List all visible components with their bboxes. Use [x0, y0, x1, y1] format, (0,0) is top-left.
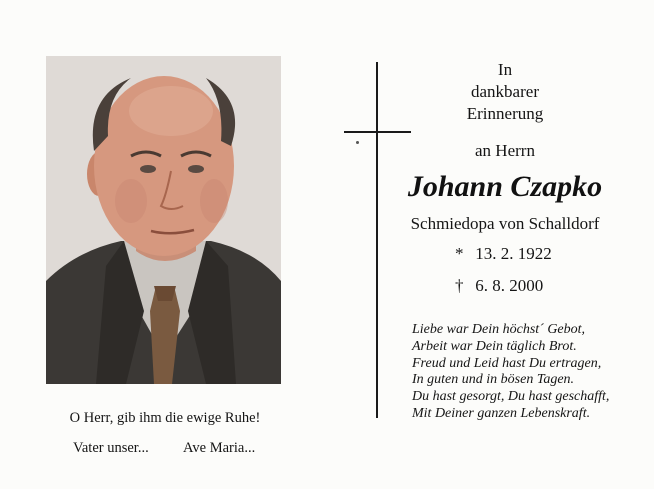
- poem-line: Du hast gesorgt, Du hast geschafft,: [412, 389, 610, 405]
- poem-line: Liebe war Dein höchst´ Gebot,: [412, 322, 586, 337]
- death-date: 6. 8. 2000: [475, 276, 544, 295]
- prayer-main: O Herr, gib ihm die ewige Ruhe!: [69, 410, 261, 426]
- poem-line: Arbeit war Dein täglich Brot.: [412, 338, 577, 354]
- memorial-poem: [412, 322, 644, 423]
- cross-horizontal-line: [344, 131, 411, 133]
- deceased-name: Johann Czapko: [407, 170, 603, 203]
- cross-vertical-line: [376, 62, 378, 418]
- deceased-subtitle: Schmiedopa von Schalldorf: [410, 214, 600, 233]
- poem-line: Mit Deiner ganzen Lebenskraft.: [412, 405, 591, 421]
- birth-symbol: *: [455, 244, 464, 263]
- cross-mark: [356, 141, 359, 144]
- death-symbol: †: [455, 276, 464, 295]
- dedication-line-2: dankbarer: [471, 82, 539, 101]
- birth-date: 13. 2. 1922: [475, 244, 552, 263]
- poem-line: Freud und Leid hast Du ertragen,: [412, 355, 602, 371]
- dedication-line-3: Erinnerung: [466, 104, 544, 123]
- death-date-line: [455, 276, 543, 296]
- prayer-vater-unser: Vater unser...: [73, 440, 149, 456]
- poem-line: In guten und in bösen Tagen.: [412, 372, 575, 388]
- prayer-ave-maria: Ave Maria...: [183, 440, 256, 456]
- portrait-photo: [46, 56, 281, 384]
- dedication-line-4: an Herrn: [475, 141, 535, 160]
- dedication-line-1: In: [497, 60, 513, 79]
- birth-date-line: [455, 244, 552, 264]
